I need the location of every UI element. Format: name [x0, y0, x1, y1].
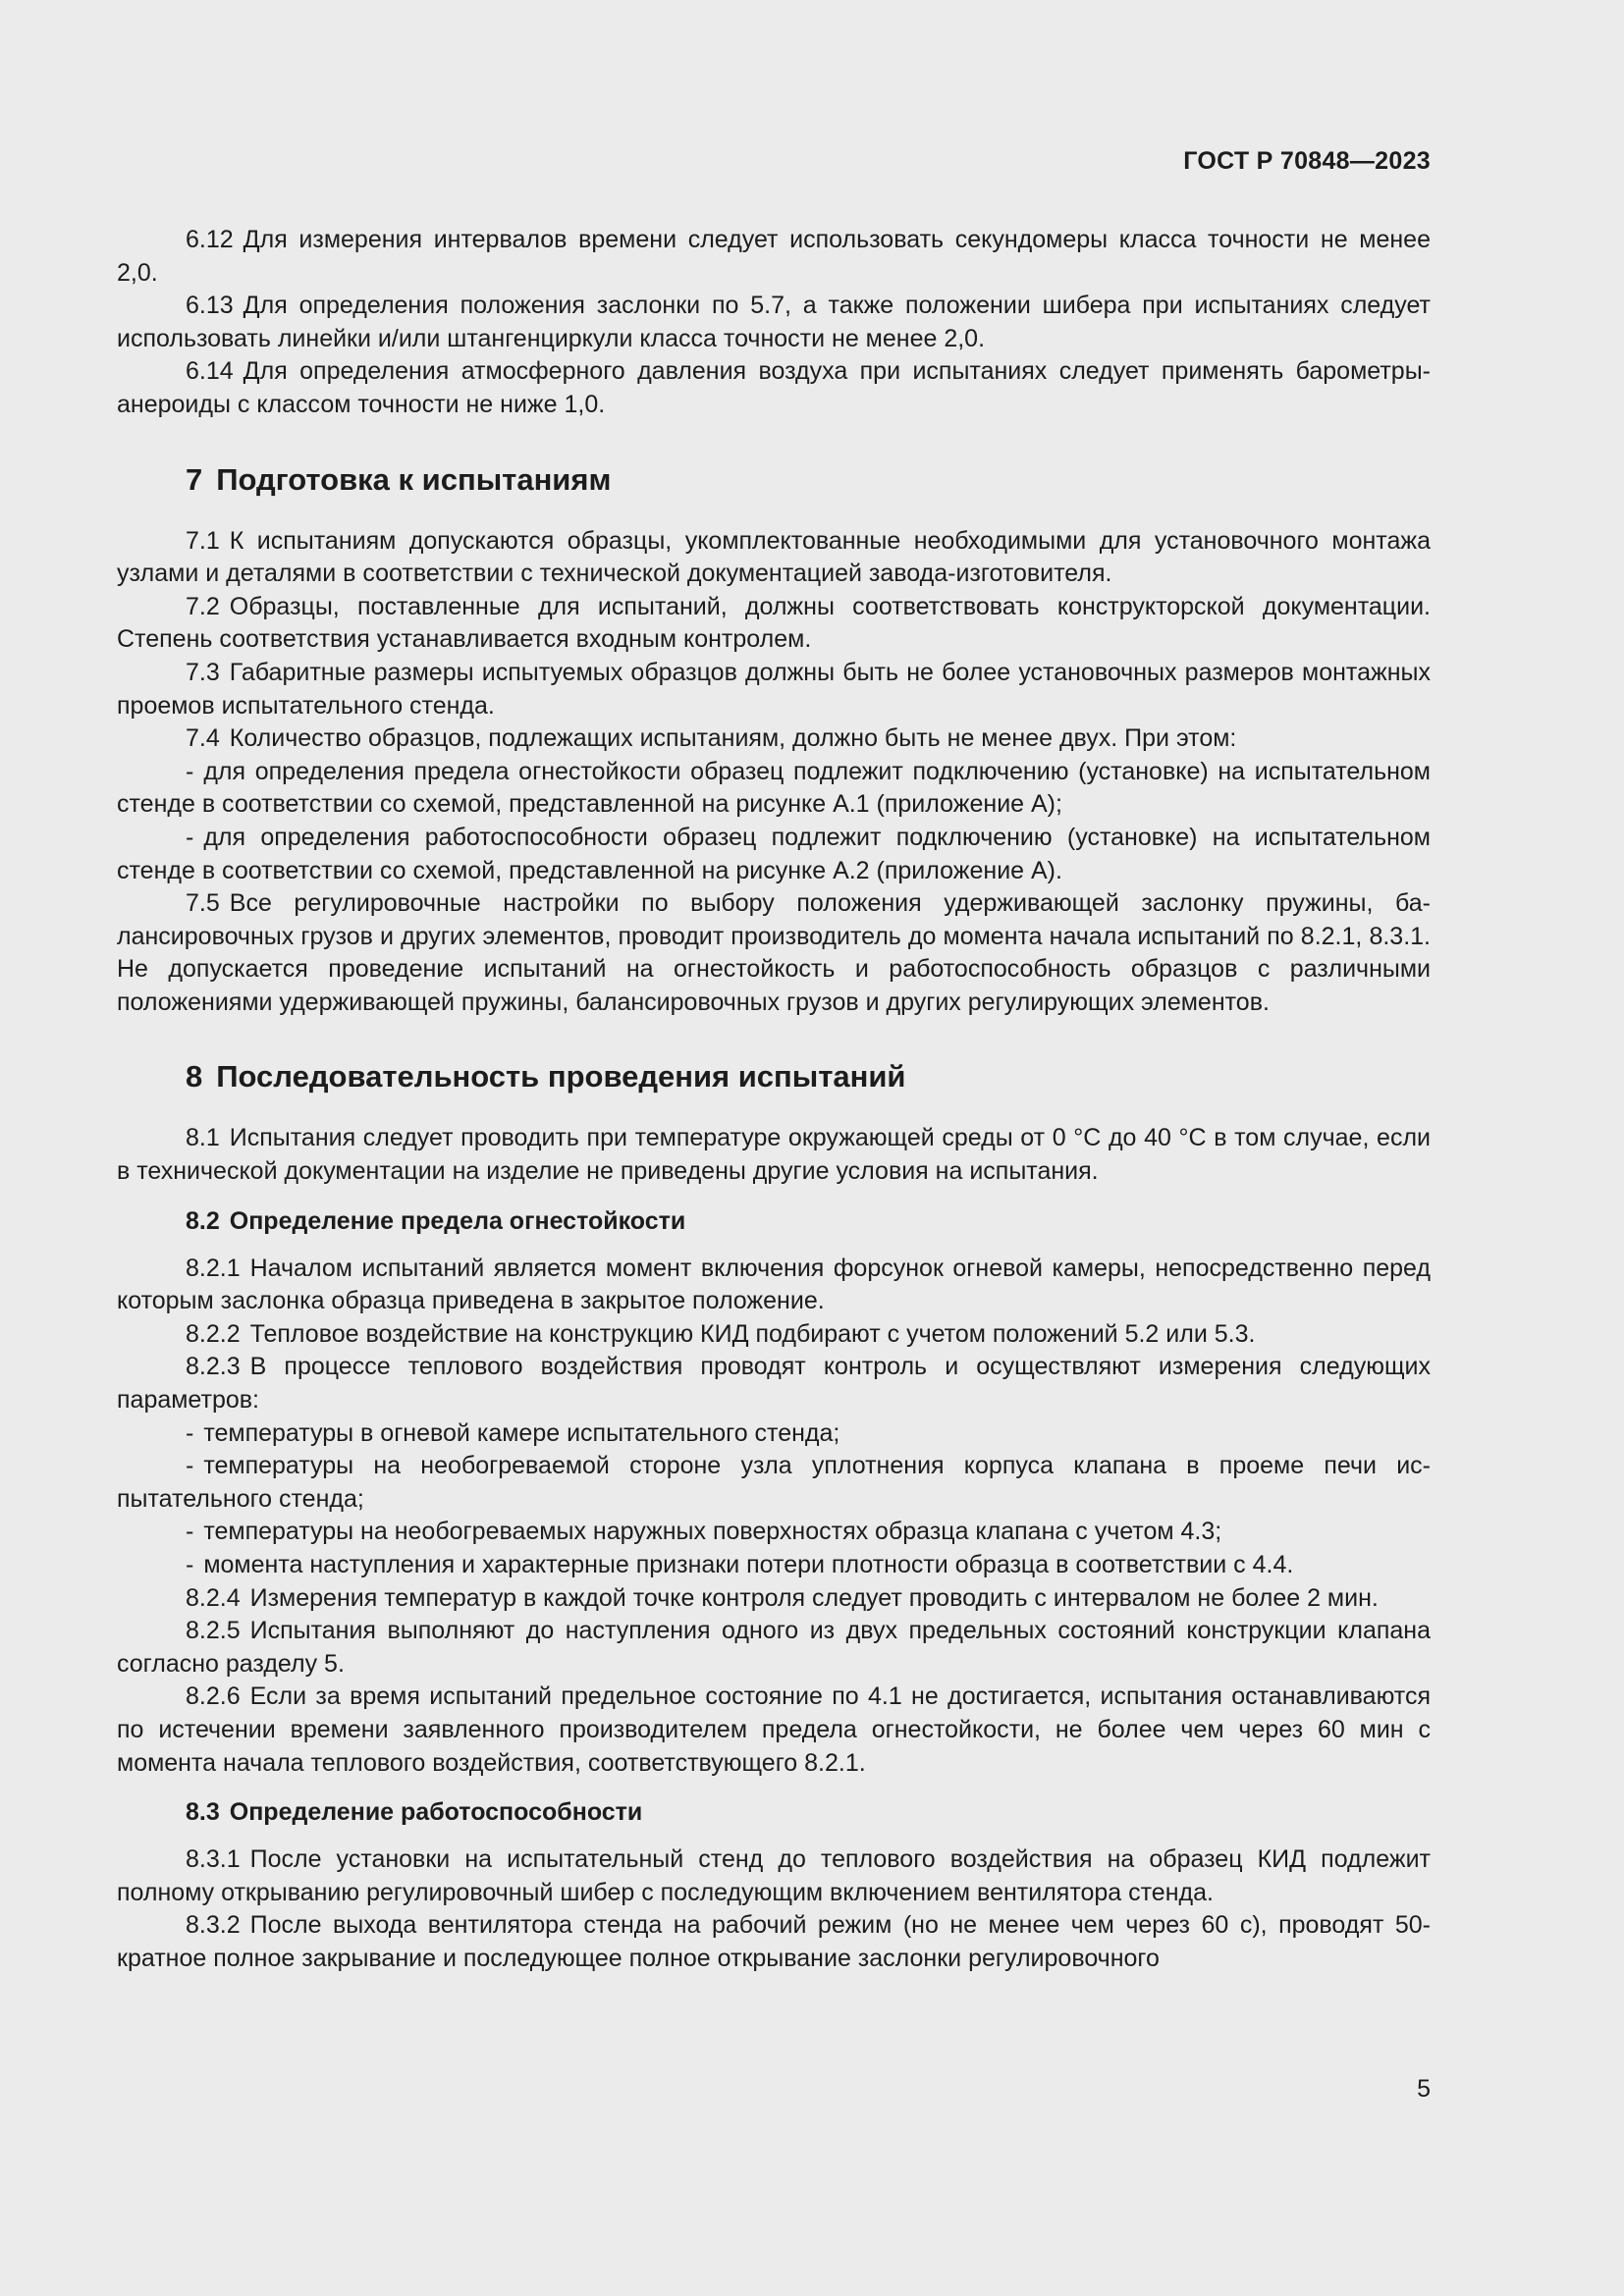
clause-text: температуры на необогреваемых наружных поверхностях образца клапана с учетом 4.3;	[203, 1518, 1222, 1546]
clause-text: Последовательность проведения испытаний	[216, 1059, 906, 1095]
clause-number: 6.12	[186, 226, 234, 253]
clause-paragraph	[117, 1843, 1431, 1909]
section-heading	[186, 1058, 1431, 1095]
clause-paragraph	[117, 1318, 1431, 1352]
clause-paragraph	[117, 1582, 1431, 1616]
clause-paragraph	[117, 290, 1431, 355]
clause-number: -	[186, 1518, 194, 1546]
clause-number: -	[186, 823, 194, 851]
clause-paragraph	[117, 1253, 1431, 1318]
clause-text: Для определения положения заслонки по 5.7, а также положении шибера при испытаниях следует использовать линейки и/или штангенциркули класса точности не менее 2,0.	[117, 292, 1431, 352]
clause-text: температуры на необогреваемой стороне узла уплотнения корпуса клапана в проеме печи испытательного стенда;	[117, 1452, 1431, 1513]
clause-number: 8.3.2	[186, 1911, 241, 1940]
clause-text: Подготовка к испытаниям	[216, 461, 612, 497]
clause-paragraph	[117, 355, 1431, 421]
clause-number: 8.3.1	[186, 1845, 241, 1874]
clause-paragraph	[117, 1351, 1431, 1416]
clause-text: для определения работоспособности образец подлежит подключению (установке) на испытательном стенде в соответствии со схемой, представленной на рисунке А.2 (приложение А).	[117, 823, 1431, 884]
clause-number: 8.3	[186, 1798, 220, 1827]
clause-number: -	[186, 1452, 194, 1480]
clause-text: К испытаниям допускаются образцы, укомплектованные необходимыми для установочного монтажа узлами и деталями в соответствии с технической документацией завода-изготовителя.	[117, 526, 1431, 588]
section-heading	[186, 461, 1431, 499]
clause-text: Если за время испытаний предельное состояние по 4.1 не достигается, испытания останавливаются по истечении времени заявленного производителем предела огнестойкости, не более чем через 60 мин с момента начала теплового воздействия, соответствующего 8.2.1.	[117, 1682, 1431, 1777]
clause-number: 7	[186, 461, 203, 497]
clause-number: -	[186, 1418, 194, 1447]
subsection-heading	[186, 1205, 1431, 1238]
clause-number: 8	[186, 1059, 203, 1095]
clause-text: Испытания следует проводить при температуре окружающей среды от 0 °С до 40 °С в том случае, если в технической документации на изделие не приведены другие условия на испытания.	[117, 1124, 1431, 1186]
clause-text: температуры в огневой камере испытательного стенда;	[203, 1418, 840, 1447]
clause-number: 7.2	[186, 592, 220, 620]
document-code-header: ГОСТ Р 70848—2023	[1183, 147, 1431, 175]
clause-text: для определения предела огнестойкости образец подлежит подключению (установке) на испытательном стенде в соответствии со схемой, представленной на рисунке А.1 (приложение А);	[117, 757, 1431, 819]
list-item	[117, 1450, 1431, 1516]
clause-text: Тепловое воздействие на конструкцию КИД подбирают с учетом положений 5.2 или 5.3.	[249, 1319, 1256, 1348]
clause-number: -	[186, 1551, 194, 1578]
clause-text: Габаритные размеры испытуемых образцов должны быть не более установочных размеров монтажных проемов испытательного стенда.	[117, 658, 1431, 720]
clause-number: 6.13	[186, 292, 234, 320]
clause-number: 8.2.2	[186, 1319, 241, 1348]
clause-text: Определение предела огнестойкости	[229, 1206, 686, 1235]
list-item	[117, 1516, 1431, 1549]
clause-paragraph	[117, 887, 1431, 1019]
clause-text: После установки на испытательный стенд до теплового воздействия на образец КИД подлежит полному открыванию регулировочный шибер с последующим включением вентилятора стенда.	[117, 1845, 1431, 1906]
clause-paragraph	[117, 722, 1431, 756]
clause-number: 8.2.1	[186, 1254, 241, 1282]
clause-number: 8.2.6	[186, 1682, 241, 1711]
clause-text: момента наступления и характерные признаки потери плотности образца в соответствии с 4.4.	[203, 1551, 1294, 1578]
clause-number: 8.2.4	[186, 1583, 241, 1612]
clause-paragraph	[117, 1909, 1431, 1975]
clause-paragraph	[117, 591, 1431, 657]
document-body	[117, 224, 1431, 1976]
clause-number: 7.1	[186, 526, 220, 555]
list-item	[117, 1549, 1431, 1582]
list-item	[117, 822, 1431, 887]
clause-text: Для определения атмосферного давления воздуха при испытаниях следует применять барометры-анероиды с классом точности не ниже 1,0.	[117, 357, 1431, 418]
clause-paragraph	[117, 525, 1431, 591]
list-item	[117, 1417, 1431, 1451]
clause-number: -	[186, 757, 194, 785]
clause-text: Количество образцов, подлежащих испытаниям, должно быть не менее двух. При этом:	[229, 724, 1237, 753]
clause-text: Все регулировочные настройки по выбору положения удерживающей заслонку пружины, балансировочных грузов и других элементов, проводит производитель до момента начала испытаний по 8.2.1, 8.3.1. Не допускается проведение испытаний на огнестойкость и работоспособность образцов с различными положениями удерживающей пружины, балансировочных грузов и других регулирующих элементов.	[117, 889, 1431, 1016]
clause-paragraph	[117, 1615, 1431, 1681]
clause-number: 7.4	[186, 724, 220, 753]
clause-number: 8.1	[186, 1124, 220, 1152]
clause-paragraph	[117, 224, 1431, 290]
clause-text: Началом испытаний является момент включения форсунок огневой камеры, непосредственно перед которым заслонка образца приведена в закрытое положение.	[117, 1254, 1431, 1315]
clause-paragraph	[117, 1681, 1431, 1780]
clause-number: 8.2.3	[186, 1353, 241, 1381]
clause-text: Измерения температур в каждой точке контроля следует проводить с интервалом не более 2 мин.	[249, 1583, 1379, 1612]
clause-text: Для измерения интервалов времени следует использовать секундомеры класса точности не менее 2,0.	[117, 226, 1431, 287]
clause-number: 7.5	[186, 889, 220, 918]
clause-text: Образцы, поставленные для испытаний, должны соответствовать конструкторской документации. Степень соответствия устанавливается входным контролем.	[117, 592, 1431, 654]
clause-text: После выхода вентилятора стенда на рабочий режим (но не менее чем через 60 с), проводят 50-кратное полное закрывание и последующее полное открывание заслонки регулировочного	[117, 1911, 1431, 1972]
clause-number: 6.14	[186, 357, 234, 386]
clause-number: 7.3	[186, 658, 220, 686]
clause-text: В процессе теплового воздействия проводят контроль и осуществляют измерения следующих параметров:	[117, 1353, 1431, 1415]
clause-paragraph	[117, 657, 1431, 722]
clause-text: Определение работоспособности	[229, 1798, 643, 1827]
page-number: 5	[1417, 2075, 1431, 2103]
list-item	[117, 756, 1431, 822]
clause-text: Испытания выполняют до наступления одного из двух предельных состояний конструкции клапана согласно разделу 5.	[117, 1617, 1431, 1678]
clause-paragraph	[117, 1122, 1431, 1188]
clause-number: 8.2	[186, 1206, 220, 1235]
subsection-heading	[186, 1796, 1431, 1829]
clause-number: 8.2.5	[186, 1617, 241, 1645]
